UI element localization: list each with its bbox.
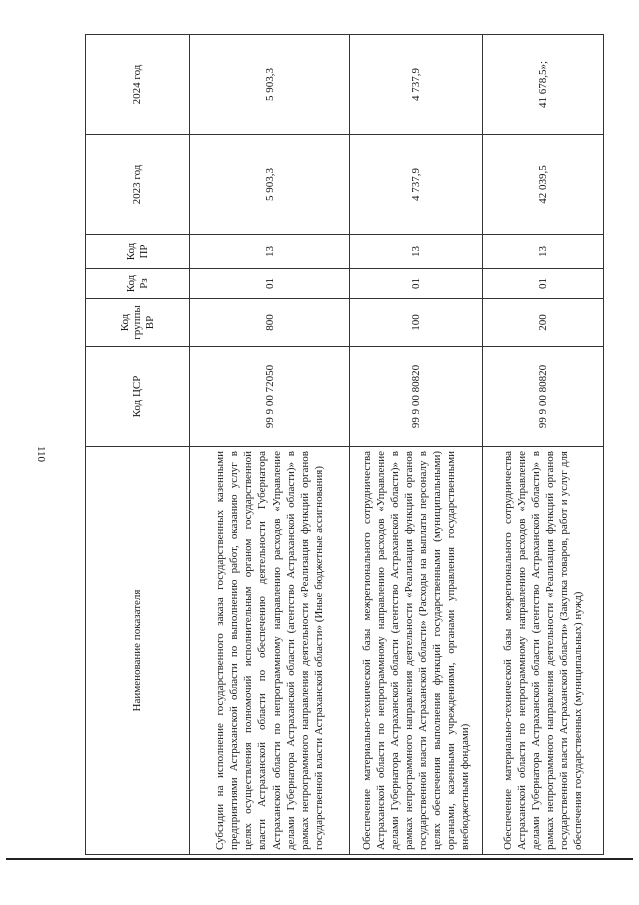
row-2023: 4 737,9 xyxy=(350,135,483,235)
row-2024: 5 903,3 xyxy=(190,35,350,135)
header-csr: Код ЦСР xyxy=(86,347,190,447)
table-row xyxy=(483,35,604,855)
page-number: 110 xyxy=(35,445,47,463)
row-csr: 99 9 00 72050 xyxy=(190,347,350,447)
row-rz: 01 xyxy=(190,269,350,299)
table-header-row xyxy=(86,35,190,855)
landscape-table-container xyxy=(85,35,605,855)
row-2023: 5 903,3 xyxy=(190,135,350,235)
row-pr: 13 xyxy=(350,235,483,269)
header-pr: Код ПР xyxy=(86,235,190,269)
row-vr: 200 xyxy=(483,299,604,347)
header-vr: Код группы ВР xyxy=(86,299,190,347)
header-2024: 2024 год xyxy=(86,35,190,135)
row-csr: 99 9 00 80820 xyxy=(350,347,483,447)
row-2024: 4 737,9 xyxy=(350,35,483,135)
budget-table xyxy=(85,34,604,855)
row-name: Обеспечение материально-технической базы межрегионального сотрудничества Астраханской области по непрограммному направлению расходов «Управление делами Губернатора Астраханской области (агентство Астраханской области)» в рамках непрограммного направления деятельности «Реализация функций органов государственной власти Астраханской области» (Закупка товаров, работ и услуг для обеспечения государственных (муниципальных) нужд) xyxy=(483,447,604,855)
row-pr: 13 xyxy=(190,235,350,269)
row-csr: 99 9 00 80820 xyxy=(483,347,604,447)
header-2023: 2023 год xyxy=(86,135,190,235)
row-rz: 01 xyxy=(350,269,483,299)
table-row xyxy=(190,35,350,855)
row-pr: 13 xyxy=(483,235,604,269)
row-2024: 41 678,5»; xyxy=(483,35,604,135)
row-name: Субсидии на исполнение государственного заказа государственных казенными предприятиями Астраханской области по выполнению работ, оказанию услуг в целях осуществления полномочий исполнительным органом государственной власти Астраханской области по обеспечению деятельности Губернатора Астраханской области по непрограммному направлению расходов «Управление делами Губернатора Астраханской области (агентство Астраханской области)» в рамках непрограммного направления деятельности «Реализация функций органов государственной власти Астраханской области» (Иные бюджетные ассигнования) xyxy=(190,447,350,855)
row-vr: 800 xyxy=(190,299,350,347)
row-rz: 01 xyxy=(483,269,604,299)
rotated-table-frame xyxy=(85,35,605,855)
table-row xyxy=(350,35,483,855)
header-rz: Код Рз xyxy=(86,269,190,299)
header-name: Наименование показателя xyxy=(86,447,190,855)
page-rule xyxy=(6,858,633,860)
row-2023: 42 039,5 xyxy=(483,135,604,235)
row-vr: 100 xyxy=(350,299,483,347)
row-name: Обеспечение материально-технической базы межрегионального сотрудничества Астраханской области по непрограммному направлению расходов «Управление делами Губернатора Астраханской области (агентство Астраханской области)» в рамках непрограммного направления деятельности «Реализация функций органов государственной власти Астраханской области» (Расходы на выплаты персоналу в целях обеспечения выполнения функций государственными (муниципальными) органами, казенными учреждениями, органами управления государственными внебюджетными фондами) xyxy=(350,447,483,855)
